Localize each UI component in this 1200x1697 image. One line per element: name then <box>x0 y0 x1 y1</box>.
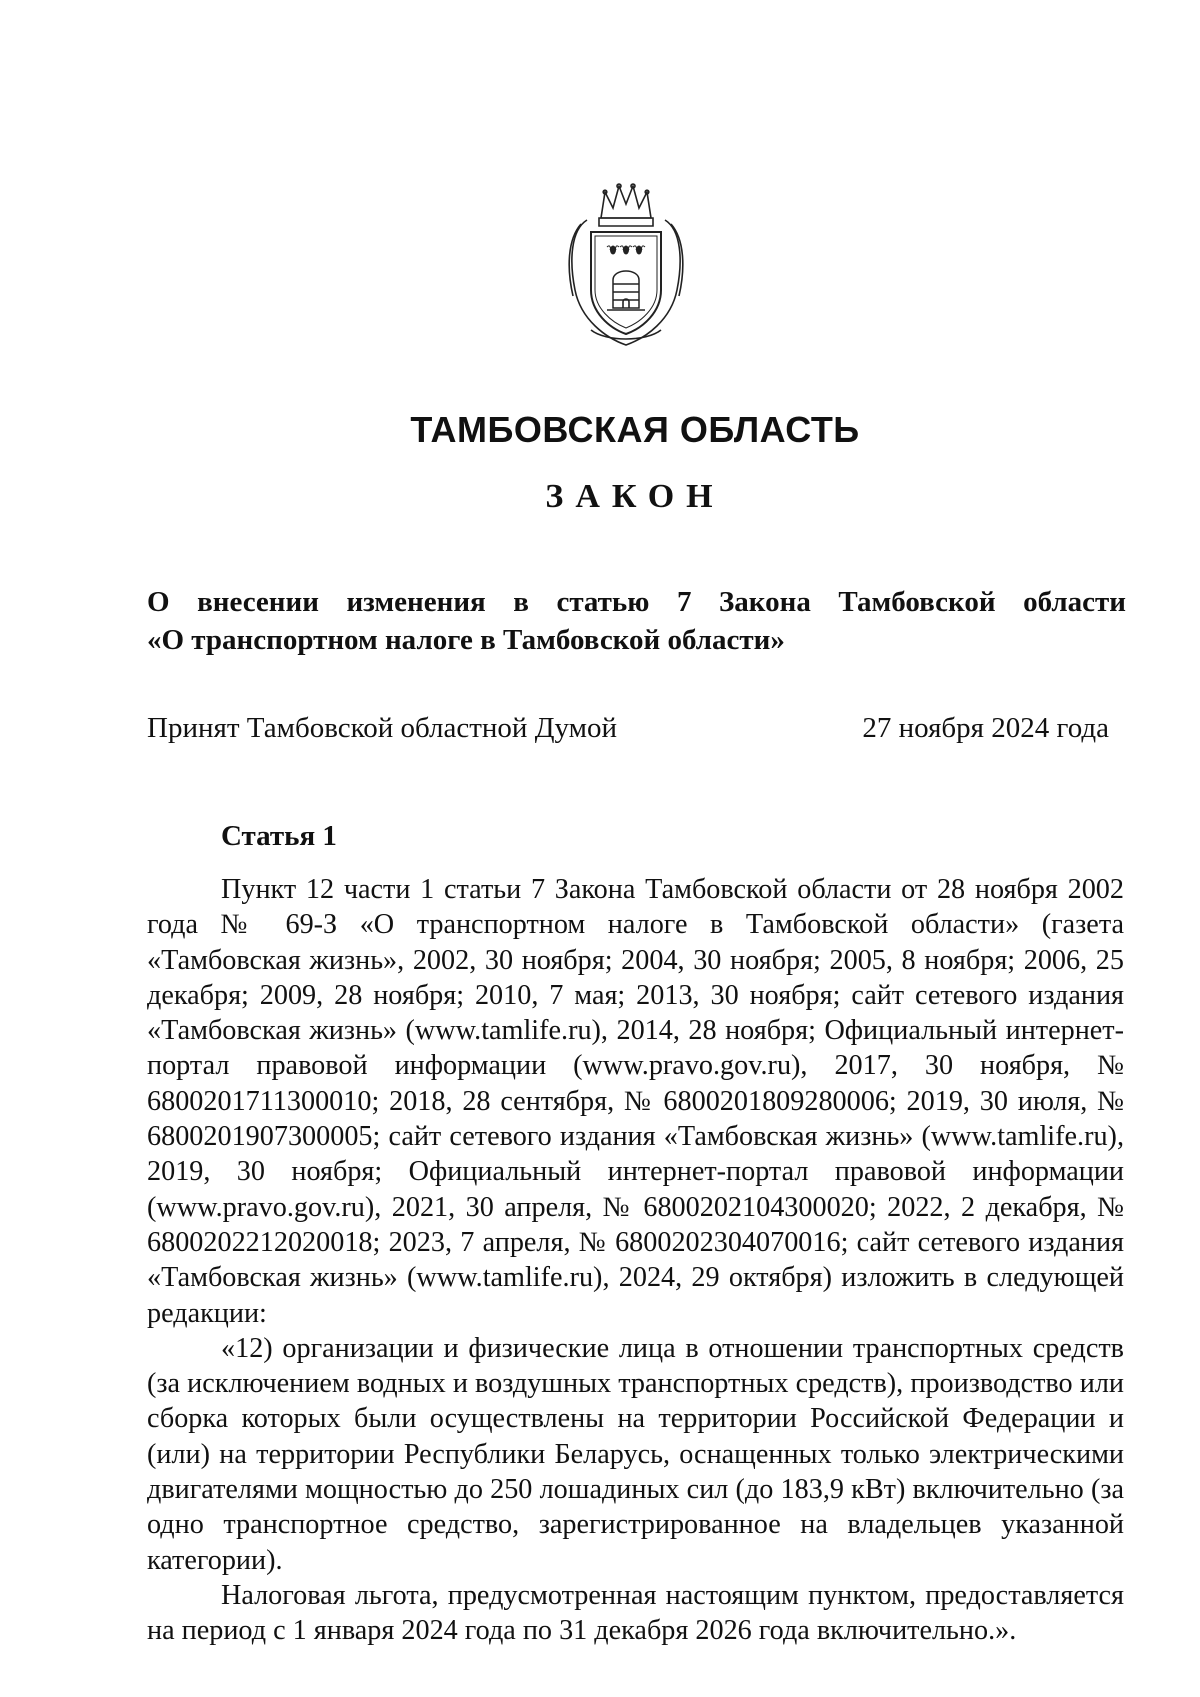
law-subject <box>147 583 1126 659</box>
adoption-row <box>147 712 1109 745</box>
tambov-coat-of-arms-icon <box>561 180 691 350</box>
article-paragraph: «12) организации и физические лица в отношении транспортных средств (за исключением водных и воздушных транспортных средств), производство или сборка которых были осуществлены на территории Российской Федерации и (или) на территории Республики Беларусь, оснащенных только электрическими двигателями мощностью до 250 лошадиных сил (до 183,9 кВт) включительно (за одно транспортное средство, зарегистрированное на владельцев указанной категории). <box>147 1332 1124 1576</box>
article-body <box>147 872 1124 1649</box>
article-title: Статья 1 <box>221 820 337 852</box>
article-paragraph: Пункт 12 части 1 статьи 7 Закона Тамбовской области от 28 ноября 2002 года № 69-З «О транспортном налоге в Тамбовской области» (газета «Тамбовская жизнь», 2002, 30 ноября; 2004, 30 ноября; 2005, 8 ноября; 2006, 25 декабря; 2009, 28 ноября; 2010, 7 мая; 2013, 30 ноября; сайт сетевого издания «Тамбовская жизнь» (www.tamlife.ru), 2014, 28 ноября; Официальный интернет-портал правовой информации (www.pravo.gov.ru), 2017, 30 ноября, № 6800201711300010; 2018, 28 сентября, № 6800201809280006; 2019, 30 июля, № 6800201907300005; сайт сетевого издания «Тамбовская жизнь» (www.tamlife.ru), 2019, 30 ноября; Официальный интернет-портал правовой информации (www.pravo.gov.ru), 2021, 30 апреля, № 6800202104300020; 2022, 2 декабря, № 6800202212020018; 2023, 7 апреля, № 6800202304070016; сайт сетевого издания «Тамбовская жизнь» (www.tamlife.ru), 2024, 29 октября) изложить в следующей редакции: <box>147 874 1124 1329</box>
region-title: ТАМБОВСКАЯ ОБЛАСТЬ <box>410 409 860 450</box>
article-paragraph: Налоговая льгота, предусмотренная настоящим пунктом, предоставляется на период с 1 января 2024 года по 31 декабря 2026 года включительно.». <box>147 1579 1124 1647</box>
law-subject-line-2: «О транспортном налоге в Тамбовской области» <box>147 624 785 656</box>
law-subject-line-1: О внесении изменения в статью 7 Закона Тамбовской области <box>147 586 1126 618</box>
adoption-date: 27 ноября 2024 года <box>862 712 1109 744</box>
adopted-by: Принят Тамбовской областной Думой <box>147 712 617 744</box>
document-type-title: ЗАКОН <box>545 478 725 515</box>
